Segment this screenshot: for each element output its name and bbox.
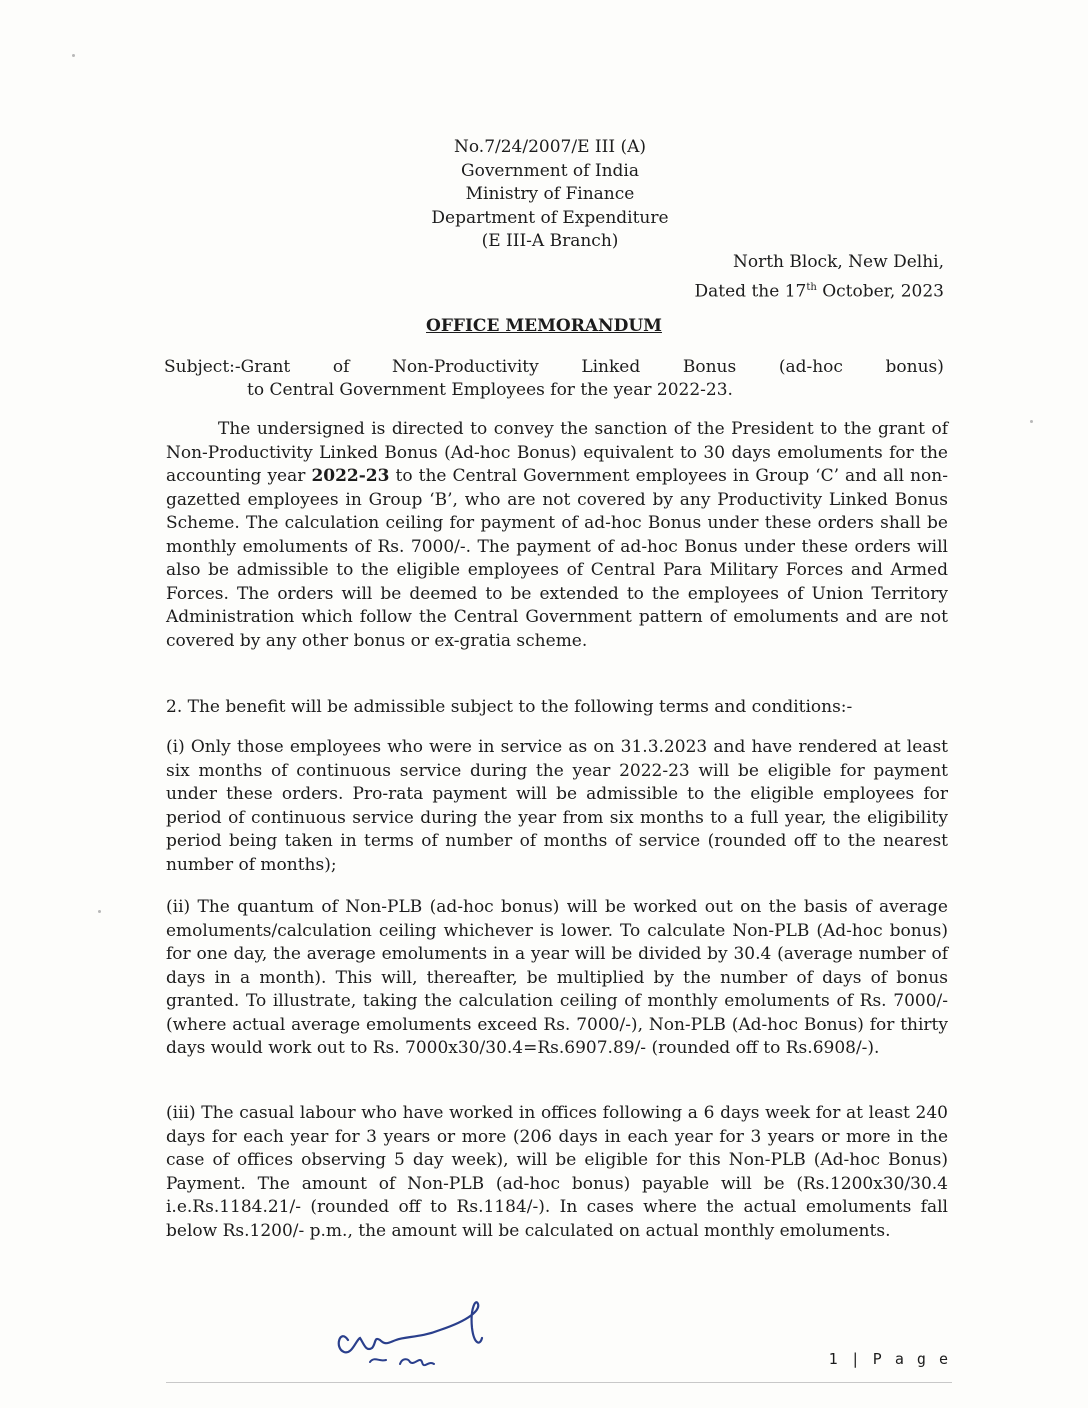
scan-speck <box>72 54 75 57</box>
letterhead <box>380 136 720 254</box>
subject <box>164 356 944 402</box>
subject-line-2: to Central Government Employees for the year 2022-23. <box>247 380 733 400</box>
memorandum-title: OFFICE MEMORANDUM <box>426 316 662 336</box>
paragraph-2: 2. The benefit will be admissible subject to the following terms and conditions:- <box>166 697 853 717</box>
department-name: Department of Expenditure <box>431 207 669 228</box>
dateline <box>695 250 945 305</box>
place: North Block, New Delhi, <box>732 252 944 272</box>
footer-divider <box>166 1382 952 1383</box>
subject-line-1: Subject:-Grant of Non-Productivity Linked Bonus (ad-hoc bonus) <box>164 357 944 377</box>
condition-ii: (ii) The quantum of Non-PLB (ad-hoc bonus) will be worked out on the basis of average emoluments/calculation ceiling whichever is lower. To calculate Non-PLB (Ad-hoc bonus) for one day, the average emoluments in a year will be divided by 30.4 (average number of days in a month). This will, thereafter, be multiplied by the number of days of bonus granted. To illustrate, taking the calculation ceiling of monthly emoluments of Rs. 7000/- (where actual average emoluments exceed Rs. 7000/-), Non-PLB (Ad-hoc Bonus) for thirty days would work out to Rs. 7000x30/30.4=Rs.6907.89/- (rounded off to Rs.6908/-). <box>166 897 948 1058</box>
condition-i: (i) Only those employees who were in service as on 31.3.2023 and have rendered at least six months of continuous service during the year 2022-23 will be eligible for payment under these orders. Pro-rata payment will be admissible to the eligible employees for period of continuous service during the year from six months to a full year, the eligibility period being taken in terms of number of months of service (rounded off to the nearest number of months); <box>166 737 948 875</box>
date: Dated the 17th October, 2023 <box>694 281 944 302</box>
branch-name: (E III-A Branch) <box>481 231 619 251</box>
paragraph-1: The undersigned is directed to convey the sanction of the President to the grant of Non-Productivity Linked Bonus (Ad-hoc Bonus) equivalent to 30 days emoluments for the accounting year 2022-23 to the Central Government employees in Group ‘C’ and all non-gazetted employees in Group ‘B’, who are not covered by any Productivity Linked Bonus Scheme. The calculation ceiling for payment of ad-hoc Bonus under these orders shall be monthly emoluments of Rs. 7000/-. The payment of ad-hoc Bonus under these orders will also be admissible to the eligible employees of Central Para Military Forces and Armed Forces. The orders will be deemed to be extended to the employees of Union Territory Administration which follow the Central Government pattern of emoluments and are not covered by any other bonus or ex-gratia scheme. <box>166 419 948 651</box>
government-name: Government of India <box>461 160 639 181</box>
scan-speck <box>1030 420 1033 423</box>
file-number: No.7/24/2007/E III (A) <box>453 137 646 157</box>
condition-iii: (iii) The casual labour who have worked in offices following a 6 days week for at least 240 days for each year for 3 years or more (206 days in each year for 3 years or more in the case of offices observing 5 day week), will be eligible for this Non-PLB (Ad-hoc Bonus) Payment. The amount of Non-PLB (ad-hoc bonus) payable will be (Rs.1200x30/30.4 i.e.Rs.1184.21/- (rounded off to Rs.1184/-). In cases where the actual emoluments fall below Rs.1200/- p.m., the amount will be calculated on actual monthly emoluments. <box>166 1103 948 1241</box>
ministry-name: Ministry of Finance <box>465 184 635 204</box>
signature-mark <box>330 1300 530 1408</box>
scan-speck <box>98 910 101 913</box>
page-number: 1 | P a g e <box>828 1350 950 1368</box>
